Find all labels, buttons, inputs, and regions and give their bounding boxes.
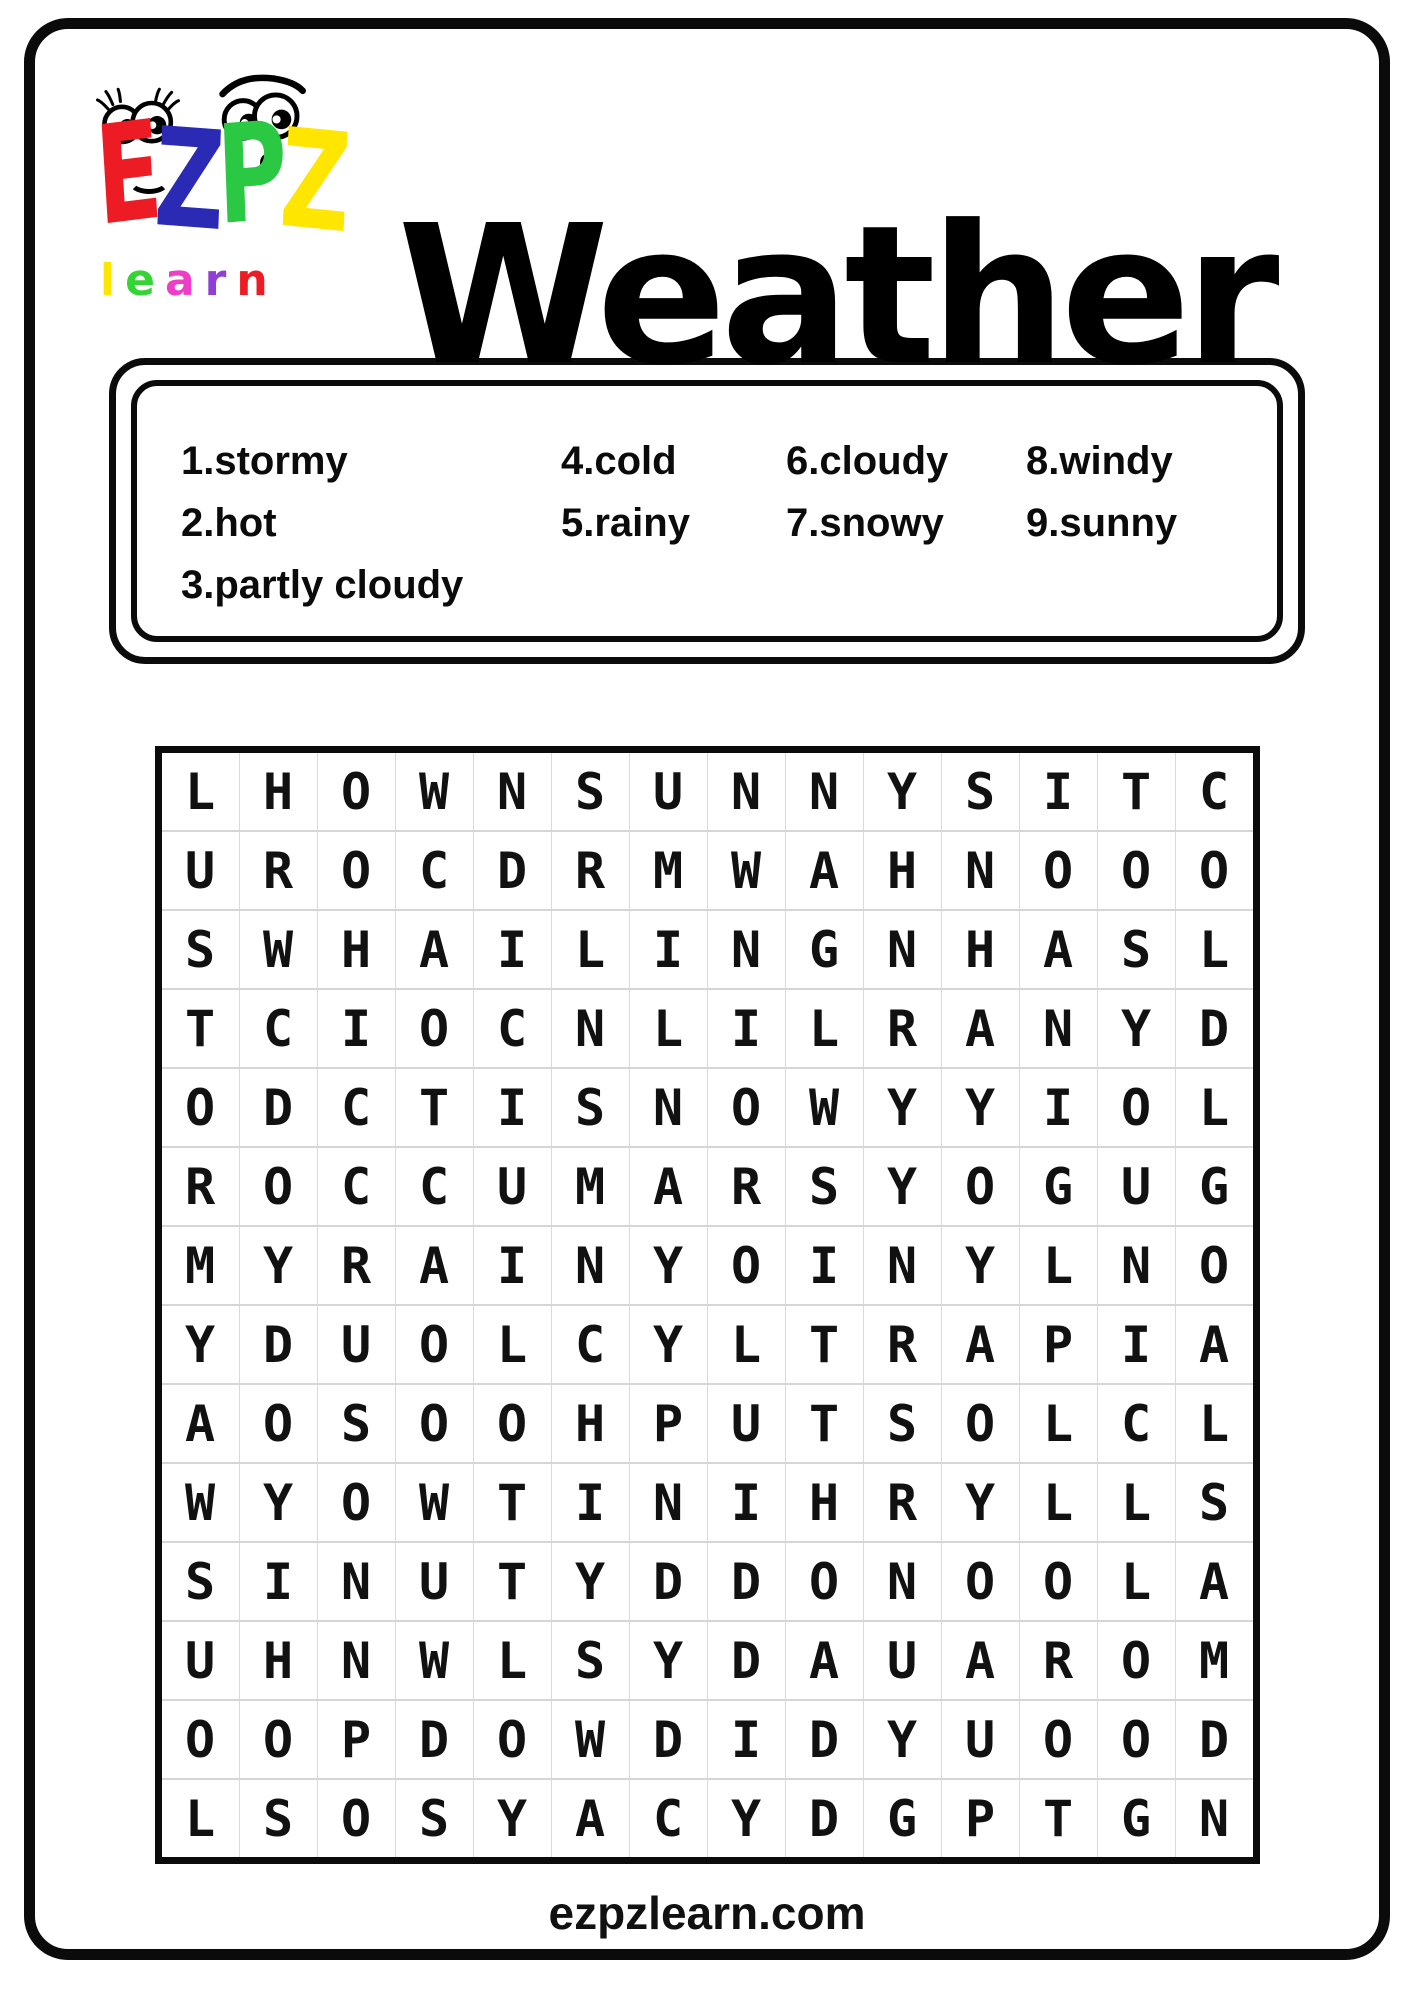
grid-letter-cell: I [551, 1464, 629, 1541]
grid-letter-cell: D [785, 1780, 863, 1857]
grid-letter-cell: T [1019, 1780, 1097, 1857]
logo-letter: a [164, 255, 205, 306]
word-list-column [786, 430, 1026, 554]
grid-letter-cell: W [239, 911, 317, 988]
grid-letter-cell: G [1097, 1780, 1175, 1857]
word-list-item: 6.cloudy [786, 439, 949, 483]
word-list-item: 2.hot [181, 501, 277, 545]
grid-letter-cell: U [162, 1622, 239, 1699]
grid-letter-cell: A [162, 1385, 239, 1462]
grid-letter-cell: Y [162, 1306, 239, 1383]
grid-letter-cell: D [239, 1306, 317, 1383]
grid-letter-cell: W [707, 832, 785, 909]
grid-row [162, 1146, 1253, 1225]
grid-letter-cell: T [162, 990, 239, 1067]
grid-letter-cell: U [473, 1148, 551, 1225]
grid-letter-cell: P [941, 1780, 1019, 1857]
grid-letter-cell: O [239, 1385, 317, 1462]
grid-letter-cell: R [239, 832, 317, 909]
grid-letter-cell: Y [941, 1464, 1019, 1541]
grid-letter-cell: O [317, 1780, 395, 1857]
grid-letter-cell: H [785, 1464, 863, 1541]
grid-letter-cell: A [785, 832, 863, 909]
grid-letter-cell: O [941, 1385, 1019, 1462]
grid-letter-cell: O [707, 1227, 785, 1304]
grid-letter-cell: T [785, 1385, 863, 1462]
grid-letter-cell: O [239, 1701, 317, 1778]
grid-letter-cell: L [785, 990, 863, 1067]
grid-letter-cell: I [317, 990, 395, 1067]
grid-letter-cell: C [317, 1148, 395, 1225]
grid-letter-cell: Y [629, 1227, 707, 1304]
grid-letter-cell: D [629, 1701, 707, 1778]
grid-letter-cell: M [629, 832, 707, 909]
grid-letter-cell: O [1175, 1227, 1253, 1304]
word-list [181, 430, 1277, 616]
grid-letter-cell: L [1097, 1464, 1175, 1541]
grid-letter-cell: A [941, 990, 1019, 1067]
grid-letter-cell: O [1175, 832, 1253, 909]
grid-letter-cell: O [1097, 1622, 1175, 1699]
grid-letter-cell: S [395, 1780, 473, 1857]
grid-letter-cell: I [473, 911, 551, 988]
grid-letter-cell: W [162, 1464, 239, 1541]
grid-row [162, 753, 1253, 830]
grid-letter-cell: A [941, 1622, 1019, 1699]
grid-letter-cell: Y [707, 1780, 785, 1857]
grid-letter-cell: O [1019, 832, 1097, 909]
grid-letter-cell: O [785, 1543, 863, 1620]
grid-letter-cell: N [629, 1069, 707, 1146]
grid-letter-cell: R [317, 1227, 395, 1304]
grid-letter-cell: S [162, 911, 239, 988]
logo-letter: n [236, 255, 278, 306]
grid-letter-cell: C [473, 990, 551, 1067]
grid-letter-cell: N [317, 1622, 395, 1699]
grid-letter-cell: G [785, 911, 863, 988]
grid-letter-cell: I [707, 1464, 785, 1541]
grid-row [162, 909, 1253, 988]
grid-letter-cell: R [863, 1306, 941, 1383]
grid-letter-cell: R [863, 990, 941, 1067]
grid-letter-cell: I [473, 1227, 551, 1304]
grid-letter-cell: C [551, 1306, 629, 1383]
grid-letter-cell: N [707, 753, 785, 830]
grid-letter-cell: O [395, 1385, 473, 1462]
grid-letter-cell: H [239, 1622, 317, 1699]
grid-letter-cell: N [1019, 990, 1097, 1067]
grid-letter-cell: D [629, 1543, 707, 1620]
word-list-item: 5.rainy [561, 501, 690, 545]
grid-letter-cell: A [785, 1622, 863, 1699]
grid-letter-cell: A [941, 1306, 1019, 1383]
grid-row [162, 1699, 1253, 1778]
grid-letter-cell: W [395, 1622, 473, 1699]
grid-letter-cell: T [785, 1306, 863, 1383]
word-list-item: 3.partly cloudy [181, 563, 464, 607]
grid-letter-cell: S [941, 753, 1019, 830]
grid-letter-cell: I [707, 1701, 785, 1778]
grid-letter-cell: W [551, 1701, 629, 1778]
grid-row [162, 1541, 1253, 1620]
grid-letter-cell: U [1097, 1148, 1175, 1225]
grid-letter-cell: S [162, 1543, 239, 1620]
grid-letter-cell: S [1175, 1464, 1253, 1541]
grid-letter-cell: L [1175, 911, 1253, 988]
logo-letter: r [204, 255, 237, 306]
grid-letter-cell: S [317, 1385, 395, 1462]
word-list-item: 8.windy [1026, 439, 1173, 483]
grid-letter-cell: A [395, 911, 473, 988]
grid-row [162, 1225, 1253, 1304]
word-list-column [1026, 430, 1177, 554]
grid-letter-cell: U [395, 1543, 473, 1620]
grid-letter-cell: L [1097, 1543, 1175, 1620]
grid-letter-cell: I [1097, 1306, 1175, 1383]
grid-letter-cell: R [863, 1464, 941, 1541]
grid-letter-cell: L [551, 911, 629, 988]
grid-letter-cell: L [1175, 1069, 1253, 1146]
grid-letter-cell: C [629, 1780, 707, 1857]
grid-row [162, 988, 1253, 1067]
page-title: Weather [397, 184, 1274, 408]
grid-letter-cell: L [1175, 1385, 1253, 1462]
word-list-item: 9.sunny [1026, 501, 1178, 545]
grid-letter-cell: I [707, 990, 785, 1067]
grid-letter-cell: O [162, 1701, 239, 1778]
grid-letter-cell: H [551, 1385, 629, 1462]
grid-letter-cell: Y [863, 1148, 941, 1225]
logo-letter: P [214, 92, 284, 256]
grid-letter-cell: N [863, 911, 941, 988]
grid-letter-cell: H [941, 911, 1019, 988]
grid-letter-cell: L [629, 990, 707, 1067]
grid-letter-cell: I [473, 1069, 551, 1146]
grid-letter-cell: N [707, 911, 785, 988]
grid-letter-cell: A [395, 1227, 473, 1304]
grid-letter-cell: N [1097, 1227, 1175, 1304]
logo-letter: Z [151, 97, 220, 262]
grid-letter-cell: W [785, 1069, 863, 1146]
grid-letter-cell: T [473, 1543, 551, 1620]
grid-row [162, 1778, 1253, 1857]
grid-row [162, 1462, 1253, 1541]
grid-letter-cell: R [707, 1148, 785, 1225]
grid-letter-cell: Y [941, 1227, 1019, 1304]
grid-letter-cell: D [395, 1701, 473, 1778]
grid-letter-cell: O [395, 1306, 473, 1383]
grid-letter-cell: A [551, 1780, 629, 1857]
grid-letter-cell: U [629, 753, 707, 830]
grid-letter-cell: N [551, 1227, 629, 1304]
word-search-grid [155, 746, 1260, 1864]
grid-letter-cell: Y [1097, 990, 1175, 1067]
grid-letter-cell: N [863, 1543, 941, 1620]
grid-letter-cell: Y [473, 1780, 551, 1857]
grid-letter-cell: D [1175, 1701, 1253, 1778]
grid-letter-cell: C [1097, 1385, 1175, 1462]
grid-letter-cell: A [629, 1148, 707, 1225]
grid-letter-cell: S [863, 1385, 941, 1462]
grid-letter-cell: O [395, 990, 473, 1067]
grid-letter-cell: C [395, 832, 473, 909]
grid-letter-cell: O [317, 1464, 395, 1541]
grid-letter-cell: G [1175, 1148, 1253, 1225]
grid-letter-cell: L [473, 1306, 551, 1383]
grid-letter-cell: L [707, 1306, 785, 1383]
grid-letter-cell: L [1019, 1227, 1097, 1304]
grid-letter-cell: T [1097, 753, 1175, 830]
grid-letter-cell: L [162, 753, 239, 830]
grid-letter-cell: O [707, 1069, 785, 1146]
grid-letter-cell: S [551, 1622, 629, 1699]
grid-letter-cell: N [941, 832, 1019, 909]
grid-row [162, 1067, 1253, 1146]
grid-letter-cell: N [785, 753, 863, 830]
grid-letter-cell: Y [863, 753, 941, 830]
word-list-column [561, 430, 786, 554]
grid-letter-cell: D [707, 1622, 785, 1699]
grid-letter-cell: S [785, 1148, 863, 1225]
grid-letter-cell: U [863, 1622, 941, 1699]
grid-letter-cell: I [1019, 753, 1097, 830]
logo-letter: e [125, 255, 165, 306]
grid-letter-cell: R [162, 1148, 239, 1225]
header [0, 58, 1414, 408]
grid-letter-cell: U [317, 1306, 395, 1383]
grid-letter-cell: O [317, 832, 395, 909]
logo-letter: Z [276, 98, 347, 264]
grid-letter-cell: O [473, 1385, 551, 1462]
grid-letter-cell: U [941, 1701, 1019, 1778]
grid-letter-cell: R [1019, 1622, 1097, 1699]
grid-letter-cell: D [707, 1543, 785, 1620]
grid-letter-cell: Y [629, 1622, 707, 1699]
grid-letter-cell: O [941, 1543, 1019, 1620]
grid-letter-cell: L [162, 1780, 239, 1857]
grid-letter-cell: Y [941, 1069, 1019, 1146]
grid-letter-cell: O [1097, 1069, 1175, 1146]
grid-letter-cell: O [1097, 832, 1175, 909]
grid-letter-cell: G [1019, 1148, 1097, 1225]
grid-letter-cell: Y [239, 1464, 317, 1541]
grid-letter-cell: N [863, 1227, 941, 1304]
grid-letter-cell: C [317, 1069, 395, 1146]
logo-letter: E [91, 90, 160, 257]
grid-letter-cell: I [629, 911, 707, 988]
grid-letter-cell: U [162, 832, 239, 909]
footer-url: ezpzlearn.com [548, 1887, 866, 1939]
grid-row [162, 1620, 1253, 1699]
logo-letter: l [100, 255, 126, 306]
grid-letter-cell: Y [863, 1069, 941, 1146]
grid-letter-cell: C [239, 990, 317, 1067]
grid-letter-cell: O [162, 1069, 239, 1146]
grid-row [162, 1304, 1253, 1383]
grid-letter-cell: D [1175, 990, 1253, 1067]
grid-letter-cell: G [863, 1780, 941, 1857]
grid-letter-cell: N [551, 990, 629, 1067]
grid-letter-cell: D [785, 1701, 863, 1778]
grid-letter-cell: S [239, 1780, 317, 1857]
grid-letter-cell: D [473, 832, 551, 909]
grid-letter-cell: N [1175, 1780, 1253, 1857]
grid-letter-cell: S [551, 1069, 629, 1146]
grid-row [162, 830, 1253, 909]
grid-row [162, 1383, 1253, 1462]
grid-letter-cell: W [395, 1464, 473, 1541]
grid-letter-cell: I [785, 1227, 863, 1304]
grid-letter-cell: N [473, 753, 551, 830]
grid-letter-cell: O [473, 1701, 551, 1778]
grid-letter-cell: Y [239, 1227, 317, 1304]
grid-letter-cell: C [1175, 753, 1253, 830]
grid-letter-cell: S [1097, 911, 1175, 988]
grid-letter-cell: M [551, 1148, 629, 1225]
grid-letter-cell: R [551, 832, 629, 909]
grid-letter-cell: O [1019, 1543, 1097, 1620]
grid-letter-cell: I [239, 1543, 317, 1620]
grid-letter-cell: U [707, 1385, 785, 1462]
grid-letter-cell: O [1019, 1701, 1097, 1778]
grid-letter-cell: O [317, 753, 395, 830]
grid-letter-cell: D [239, 1069, 317, 1146]
grid-letter-cell: N [629, 1464, 707, 1541]
grid-letter-cell: W [395, 753, 473, 830]
grid-letter-cell: L [473, 1622, 551, 1699]
grid-letter-cell: I [1019, 1069, 1097, 1146]
grid-letter-cell: A [1175, 1306, 1253, 1383]
grid-letter-cell: M [162, 1227, 239, 1304]
grid-letter-cell: L [1019, 1385, 1097, 1462]
word-list-item: 1.stormy [181, 439, 348, 483]
grid-letter-cell: P [1019, 1306, 1097, 1383]
grid-letter-cell: A [1175, 1543, 1253, 1620]
grid-letter-cell: Y [863, 1701, 941, 1778]
grid-letter-cell: A [1019, 911, 1097, 988]
grid-letter-cell: P [317, 1701, 395, 1778]
grid-letter-cell: O [239, 1148, 317, 1225]
grid-letter-cell: H [317, 911, 395, 988]
grid-letter-cell: P [629, 1385, 707, 1462]
grid-letter-cell: H [863, 832, 941, 909]
grid-letter-cell: T [473, 1464, 551, 1541]
grid-letter-cell: T [395, 1069, 473, 1146]
word-list-item: 7.snowy [786, 501, 944, 545]
grid-letter-cell: S [551, 753, 629, 830]
word-list-column [181, 430, 561, 616]
grid-letter-cell: Y [551, 1543, 629, 1620]
grid-letter-cell: N [317, 1543, 395, 1620]
grid-letter-cell: Y [629, 1306, 707, 1383]
grid-letter-cell: C [395, 1148, 473, 1225]
grid-letter-cell: O [1097, 1701, 1175, 1778]
grid-letter-cell: O [941, 1148, 1019, 1225]
grid-letter-cell: M [1175, 1622, 1253, 1699]
grid-letter-cell: L [1019, 1464, 1097, 1541]
word-list-item: 4.cold [561, 439, 677, 483]
grid-letter-cell: H [239, 753, 317, 830]
